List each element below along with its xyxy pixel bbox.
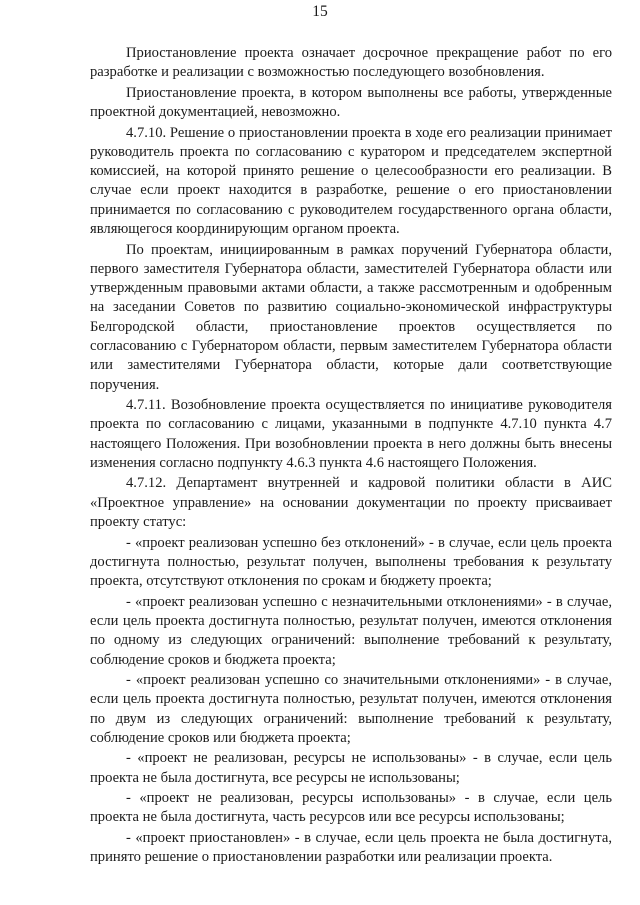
status-list-item: - «проект реализован успешно без отклонений» - в случае, если цель проекта достигнута полностью, результат получен, выполнены требования к результату проекта, отсутствуют отклонения по срокам и бюджету проекта;	[90, 534, 612, 590]
paragraph: Приостановление проекта, в котором выполнены все работы, утвержденные проектной документацией, невозможно.	[90, 84, 612, 121]
paragraph: По проектам, инициированным в рамках поручений Губернатора области, первого заместителя Губернатора области, заместителей Губернатора области или утвержденным правовыми актами области, а также рассмотренным и одобренным на заседании Советов по развитию социально-экономической инфраструктуры Белгородской области, приостановление проектов осуществляется по согласованию с Губернатором области, первым заместителем Губернатора области или заместителями Губернатора области, которые дали соответствующие поручения.	[90, 241, 612, 393]
status-list-item: - «проект реализован успешно с незначительными отклонениями» - в случае, если цель проекта достигнута полностью, результат получен, имеются отклонения по одному из следующих ограничений: выполнение требований к результату, соблюдение сроков и бюджета проекта;	[90, 593, 612, 668]
paragraph: 4.7.10. Решение о приостановлении проекта в ходе его реализации принимает руководитель проекта по согласованию с куратором и председателем экспертной комиссией, на которой принято решение о целесообразности его реализации. В случае если проект находится в разработке, решение о его приостановлении принимается по согласованию с руководителем государственного органа области, являющегося координирующим органом проекта.	[90, 124, 612, 238]
status-list-item: - «проект не реализован, ресурсы не использованы» - в случае, если цель проекта не была достигнута, все ресурсы не использованы;	[90, 750, 612, 786]
paragraph: Приостановление проекта означает досрочное прекращение работ по его разработке и реализации с возможностью последующего возобновления.	[90, 45, 612, 81]
document-body	[90, 44, 612, 869]
page-number: 15	[312, 3, 328, 20]
paragraph: 4.7.12. Департамент внутренней и кадровой политики области в АИС «Проектное управление» на основании документации по проекту присваивает проекту статус:	[90, 475, 612, 531]
paragraph: 4.7.11. Возобновление проекта осуществляется по инициативе руководителя проекта по согласованию с лицами, указанными в подпункте 4.7.10 пункта 4.7 настоящего Положения. При возобновлении проекта в него должны быть внесены изменения согласно подпункту 4.6.3 пункта 4.6 настоящего Положения.	[90, 397, 612, 471]
status-list-item: - «проект не реализован, ресурсы использованы» - в случае, если цель проекта не была достигнута, часть ресурсов или все ресурсы использованы;	[90, 790, 612, 826]
status-list-item: - «проект реализован успешно со значительными отклонениями» - в случае, если цель проекта достигнута полностью, результат получен, имеются отклонения по двум из следующих ограничений: выполнение требований к результату, соблюдение сроков или бюджета проекта;	[90, 672, 612, 746]
status-list-item: - «проект приостановлен» - в случае, если цель проекта не была достигнута, принято решение о приостановлении разработки или реализации проекта.	[90, 829, 612, 866]
